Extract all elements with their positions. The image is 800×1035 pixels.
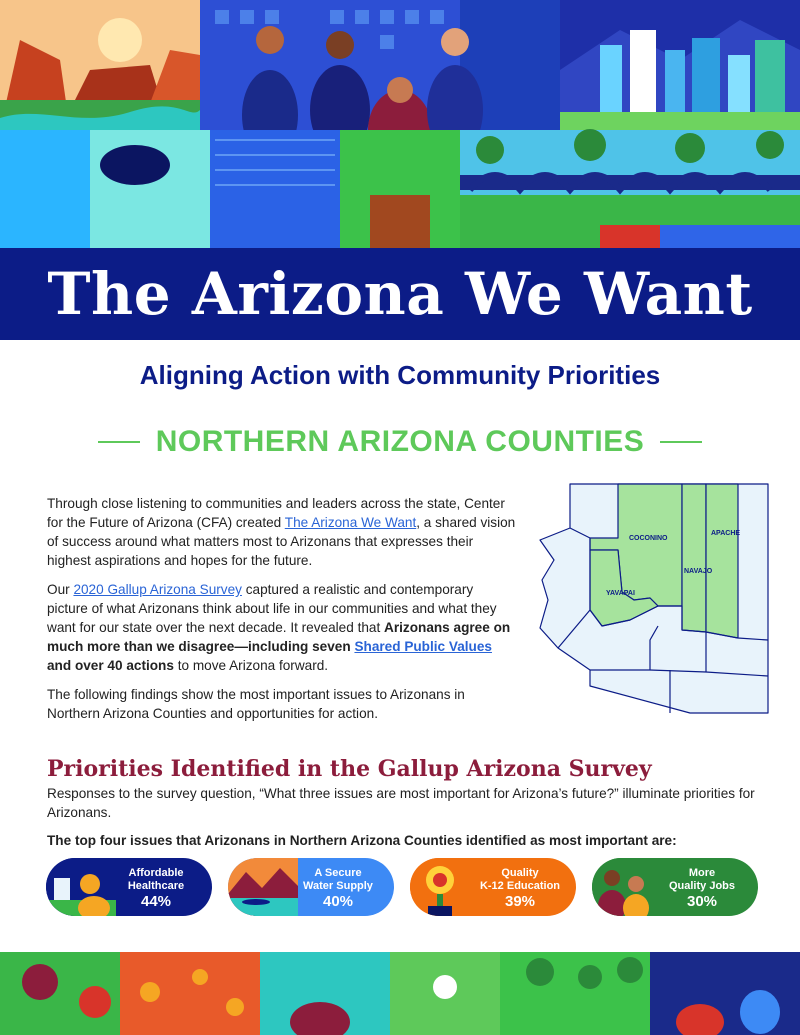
map-label-apache: APACHE [711, 530, 741, 537]
issue-label-line1: More [688, 867, 716, 879]
issue-water-supply [228, 858, 394, 916]
water-illustration [228, 858, 298, 916]
region-heading: NORTHERN ARIZONA COUNTIES [155, 425, 645, 458]
issue-percent: 40% [322, 893, 354, 910]
education-illustration [410, 858, 480, 916]
page-subtitle: Aligning Action with Community Priorities [139, 360, 661, 390]
priorities-description: Responses to the survey question, “What three issues are most important for Arizona’s future?” illuminate priorities for Arizonans. [47, 786, 755, 820]
issue-label-line1: Quality [501, 867, 539, 879]
top-issues [46, 858, 758, 918]
footer-illustration [0, 952, 800, 1035]
jobs-illustration [592, 858, 662, 916]
issue-label-line2: Healthcare [127, 880, 185, 892]
region-heading-row [0, 424, 800, 460]
intro-paragraph-1: Through close listening to communities and leaders across the state, Center for the Future of Arizona (CFA) created The Arizona We Want, a shared vision of success around what matters most to Arizonans that expresses their highest aspirations and hopes for the future. [47, 496, 516, 568]
heading-rule-right [660, 441, 702, 443]
arizona-we-want-link[interactable]: The Arizona We Want [284, 515, 417, 530]
issue-percent: 44% [140, 893, 172, 910]
heading-rule-left [98, 441, 140, 443]
map-label-yavapai: YAVAPAI [606, 590, 635, 597]
intro-text [47, 494, 517, 733]
gallup-survey-link[interactable]: 2020 Gallup Arizona Survey [73, 582, 242, 597]
arizona-county-map [530, 480, 775, 717]
issue-label-line2: Quality Jobs [668, 880, 736, 892]
issue-label-line2: Water Supply [303, 880, 373, 892]
top-four-label: The top four issues that Arizonans in Northern Arizona Counties identified as most important are: [47, 833, 677, 848]
healthcare-illustration [46, 858, 116, 916]
map-label-coconino: COCONINO [629, 535, 668, 542]
issue-label-line2: K-12 Education [479, 880, 561, 892]
shared-public-values-link[interactable]: Shared Public Values [354, 639, 492, 654]
issue-label-line1: A Secure [314, 867, 362, 879]
issue-label-line1: Affordable [128, 867, 184, 879]
hero-illustration [0, 0, 800, 248]
issue-percent: 39% [504, 893, 536, 910]
issue-healthcare [46, 858, 212, 916]
title-banner [0, 248, 800, 340]
issue-percent: 30% [686, 893, 718, 910]
page-title: The Arizona We Want [47, 260, 753, 328]
map-label-navajo: NAVAJO [684, 568, 713, 575]
intro-paragraph-3: The following findings show the most important issues to Arizonans in Northern Arizona Counties and opportunities for action. [47, 687, 465, 721]
intro-paragraph-2: Our 2020 Gallup Arizona Survey captured a realistic and contemporary picture of what Arizonans think about life in our communities and what they want for our state over the next decade. It revealed that Arizonans agree on much more than we disagree—including seven Shared Public Values and over 40 actions to move Arizona forward. [47, 582, 511, 673]
issue-jobs [592, 858, 758, 916]
priorities-heading: Priorities Identified in the Gallup Arizona Survey [47, 756, 652, 782]
issue-education [410, 858, 576, 916]
